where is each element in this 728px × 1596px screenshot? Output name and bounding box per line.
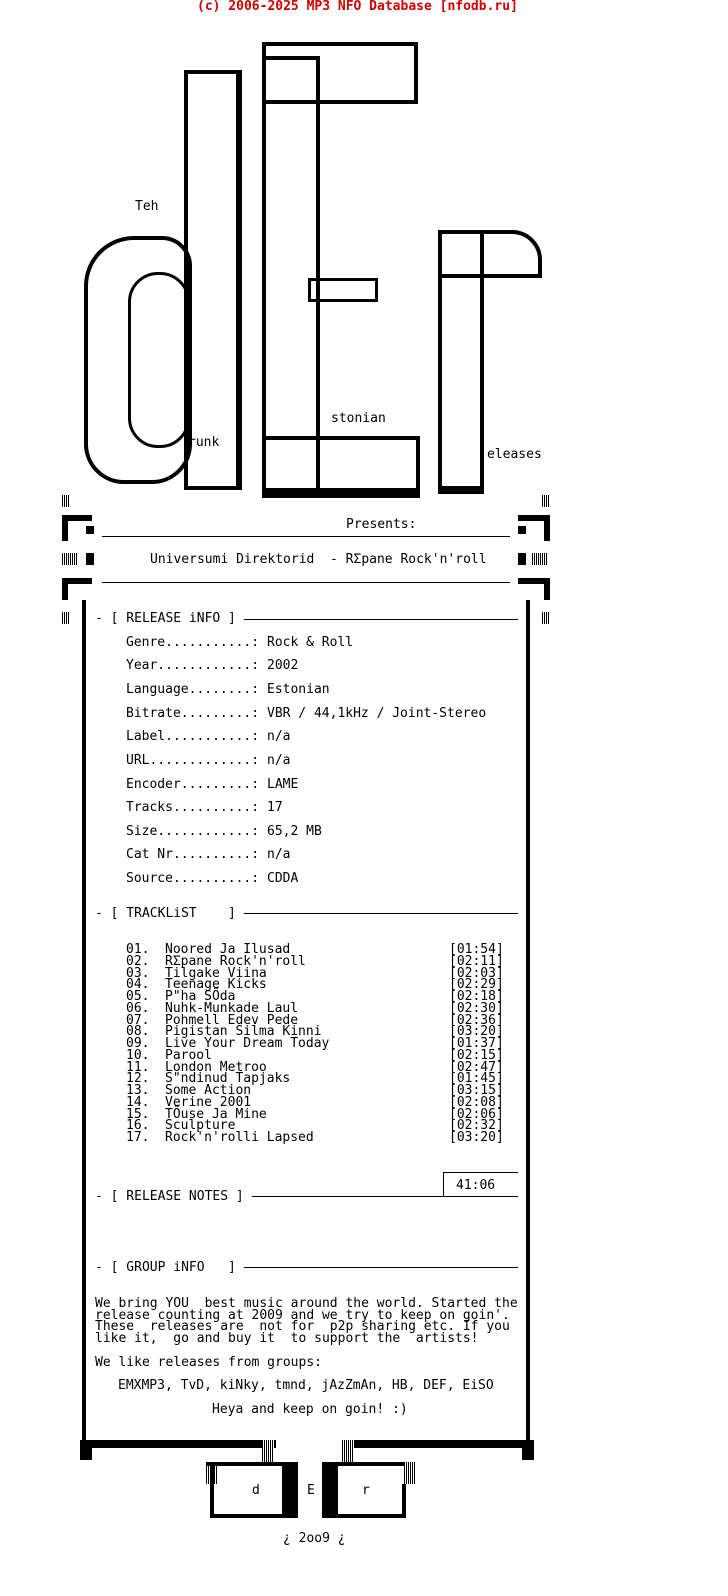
group-info-line: These releases are not for p2p sharing etc. If you bbox=[95, 1319, 510, 1334]
footer-d-right bbox=[282, 1462, 298, 1518]
info-label: Label...........: bbox=[126, 729, 260, 744]
release-title: Universumi Direktorid - RΣpane Rock'n'roll bbox=[150, 552, 487, 567]
section-group-info: - [ GROUP iNFO ] bbox=[95, 1260, 236, 1275]
logo-letter-r-shadow bbox=[442, 486, 480, 494]
section-tracklist: - [ TRACKLiST ] bbox=[95, 906, 236, 921]
info-label: Year............: bbox=[126, 658, 260, 673]
track-title: Nuhk-Munkade Laul bbox=[165, 1001, 299, 1016]
track-number: 16. bbox=[126, 1118, 150, 1133]
track-title: Parool bbox=[165, 1048, 212, 1063]
info-value: Rock & Roll bbox=[267, 635, 354, 650]
logo-word-teh: Teh bbox=[135, 199, 159, 214]
info-value: 2002 bbox=[267, 658, 299, 673]
rule-title bbox=[102, 582, 510, 583]
footer-letter-e: E bbox=[307, 1483, 315, 1498]
corner-right-top bbox=[542, 495, 550, 507]
corner-left-bracket-5 bbox=[62, 578, 68, 600]
rule-presents bbox=[102, 536, 510, 537]
logo-letter-e-shadow bbox=[262, 488, 420, 498]
corner-right-bracket-5 bbox=[544, 578, 550, 600]
track-title: P"ha SÕda bbox=[165, 989, 236, 1004]
track-time: [02:36] bbox=[449, 1013, 504, 1028]
track-number: 13. bbox=[126, 1083, 150, 1098]
track-time: [02:30] bbox=[449, 1001, 504, 1016]
track-time: [03:20] bbox=[449, 1130, 504, 1145]
footer-shade-r bbox=[404, 1462, 416, 1484]
group-info-line: We bring YOU best music around the world. Started the bbox=[95, 1296, 518, 1311]
track-title: Sculpture bbox=[165, 1118, 236, 1133]
footer-base-right-cap bbox=[522, 1440, 534, 1460]
footer-d-bottom bbox=[210, 1514, 284, 1518]
corner-right-bracket-3 bbox=[518, 526, 526, 534]
track-time: [02:08] bbox=[449, 1095, 504, 1110]
track-title: Some Action bbox=[165, 1083, 252, 1098]
track-number: 04. bbox=[126, 977, 150, 992]
track-title: Pohmell Edev Pede bbox=[165, 1013, 299, 1028]
track-title: Pigistan Silma Kinni bbox=[165, 1024, 322, 1039]
info-value: 17 bbox=[267, 800, 283, 815]
section-release-info: - [ RELEASE iNFO ] bbox=[95, 611, 236, 626]
info-label: Bitrate.........: bbox=[126, 706, 260, 721]
track-number: 17. bbox=[126, 1130, 150, 1145]
track-number: 07. bbox=[126, 1013, 150, 1028]
info-value: n/a bbox=[267, 847, 291, 862]
track-number: 05. bbox=[126, 989, 150, 1004]
track-time: [03:15] bbox=[449, 1083, 504, 1098]
track-time: [02:18] bbox=[449, 989, 504, 1004]
track-time: [02:15] bbox=[449, 1048, 504, 1063]
track-title: Teenage Kicks bbox=[165, 977, 267, 992]
rule-tracklist bbox=[244, 913, 518, 914]
rule-group-info bbox=[244, 1267, 518, 1268]
footer-d-left bbox=[210, 1462, 214, 1518]
groups-intro: We like releases from groups: bbox=[95, 1355, 322, 1370]
logo-word-eleases: eleases bbox=[487, 447, 542, 462]
info-label: Encoder.........: bbox=[126, 777, 260, 792]
track-title: Rock'n'rolli Lapsed bbox=[165, 1130, 314, 1145]
track-number: 14. bbox=[126, 1095, 150, 1110]
signoff: Heya and keep on goin! :) bbox=[212, 1402, 408, 1417]
track-number: 01. bbox=[126, 942, 150, 957]
track-title: Tilgake Viina bbox=[165, 966, 267, 981]
logo-letter-r-arm bbox=[438, 230, 542, 278]
track-number: 08. bbox=[126, 1024, 150, 1039]
logo-letter-d-counter bbox=[128, 272, 190, 448]
info-value: Estonian bbox=[267, 682, 330, 697]
track-time: [01:37] bbox=[449, 1036, 504, 1051]
presents-label: Presents: bbox=[346, 517, 417, 532]
track-time: [02:29] bbox=[449, 977, 504, 992]
footer-shade-right bbox=[342, 1440, 354, 1462]
info-value: LAME bbox=[267, 777, 299, 792]
frame-right bbox=[526, 600, 530, 1440]
rule-release-notes bbox=[252, 1196, 518, 1197]
logo-letter-d-shadow bbox=[236, 74, 242, 490]
corner-left-bracket-2 bbox=[62, 515, 68, 541]
footer-d-top bbox=[206, 1462, 284, 1466]
group-info-line: release counting at 2009 and we try to keep on goin'. bbox=[95, 1308, 510, 1323]
footer-base-left-cap bbox=[80, 1440, 92, 1460]
track-time: [01:54] bbox=[449, 942, 504, 957]
track-title: Verine 2001 bbox=[165, 1095, 252, 1110]
track-time: [01:45] bbox=[449, 1071, 504, 1086]
info-value: VBR / 44,1kHz / Joint-Stereo bbox=[267, 706, 487, 721]
corner-right-bracket-2 bbox=[544, 515, 550, 541]
track-number: 15. bbox=[126, 1107, 150, 1122]
corner-right-mid-block bbox=[518, 553, 526, 565]
logo-letter-e-mid bbox=[308, 278, 378, 302]
track-number: 09. bbox=[126, 1036, 150, 1051]
footer-r-left bbox=[322, 1462, 338, 1518]
info-label: Source..........: bbox=[126, 871, 260, 886]
track-time: [02:32] bbox=[449, 1118, 504, 1133]
rule-release-info bbox=[244, 619, 518, 620]
frame-left bbox=[82, 600, 86, 1440]
info-label: Language........: bbox=[126, 682, 260, 697]
corner-right-bottom bbox=[542, 612, 550, 624]
corner-right-mid bbox=[532, 553, 548, 565]
corner-left-bracket-3 bbox=[86, 526, 94, 534]
logo-word-stonian: stonian bbox=[331, 411, 386, 426]
track-number: 02. bbox=[126, 954, 150, 969]
corner-left-mid-block bbox=[86, 553, 94, 565]
track-title: S"ndinud Tapjaks bbox=[165, 1071, 291, 1086]
info-label: Genre...........: bbox=[126, 635, 260, 650]
track-time: [02:47] bbox=[449, 1060, 504, 1075]
info-value: CDDA bbox=[267, 871, 299, 886]
info-label: URL.............: bbox=[126, 753, 260, 768]
info-label: Tracks..........: bbox=[126, 800, 260, 815]
track-number: 12. bbox=[126, 1071, 150, 1086]
track-title: Noored Ja Ilusad bbox=[165, 942, 291, 957]
info-value: 65,2 MB bbox=[267, 824, 322, 839]
logo-word-runk: runk bbox=[188, 435, 220, 450]
copyright-line: (c) 2006-2025 MP3 NFO Database [nfodb.ru] bbox=[197, 0, 518, 14]
track-title: RΣpane Rock'n'roll bbox=[165, 954, 306, 969]
corner-left-mid bbox=[62, 553, 78, 565]
info-value: n/a bbox=[267, 729, 291, 744]
corner-left-top bbox=[62, 495, 70, 507]
info-label: Cat Nr..........: bbox=[126, 847, 260, 862]
track-number: 10. bbox=[126, 1048, 150, 1063]
footer-base-right bbox=[342, 1440, 534, 1448]
footer-base-left bbox=[80, 1440, 276, 1448]
logo-letter-e-stem bbox=[262, 56, 320, 498]
track-title: Live Your Dream Today bbox=[165, 1036, 330, 1051]
footer-letter-d: d bbox=[252, 1483, 260, 1498]
track-number: 11. bbox=[126, 1060, 150, 1075]
info-value: n/a bbox=[267, 753, 291, 768]
track-time: [02:06] bbox=[449, 1107, 504, 1122]
footer-shade-left bbox=[262, 1440, 274, 1462]
track-title: London Metroo bbox=[165, 1060, 267, 1075]
footer-letter-r: r bbox=[362, 1483, 370, 1498]
group-info-line: like it, go and buy it to support the artists! bbox=[95, 1331, 479, 1346]
info-label: Size............: bbox=[126, 824, 260, 839]
footer-r-right bbox=[402, 1484, 406, 1518]
track-time: [02:11] bbox=[449, 954, 504, 969]
footer-year: ¿ 2oo9 ¿ bbox=[283, 1531, 346, 1546]
track-title: TÕuse Ja Mine bbox=[165, 1107, 267, 1122]
track-time: [03:20] bbox=[449, 1024, 504, 1039]
groups-list: EMXMP3, TvD, kiNky, tmnd, jAzZmAn, HB, DEF, EiSO bbox=[118, 1378, 494, 1393]
track-time: [02:03] bbox=[449, 966, 504, 981]
section-release-notes: - [ RELEASE NOTES ] bbox=[95, 1189, 244, 1204]
track-number: 06. bbox=[126, 1001, 150, 1016]
corner-left-bottom bbox=[62, 612, 70, 624]
logo-letter-d-stem bbox=[184, 70, 242, 490]
track-number: 03. bbox=[126, 966, 150, 981]
total-time: 41:06 bbox=[456, 1178, 496, 1193]
